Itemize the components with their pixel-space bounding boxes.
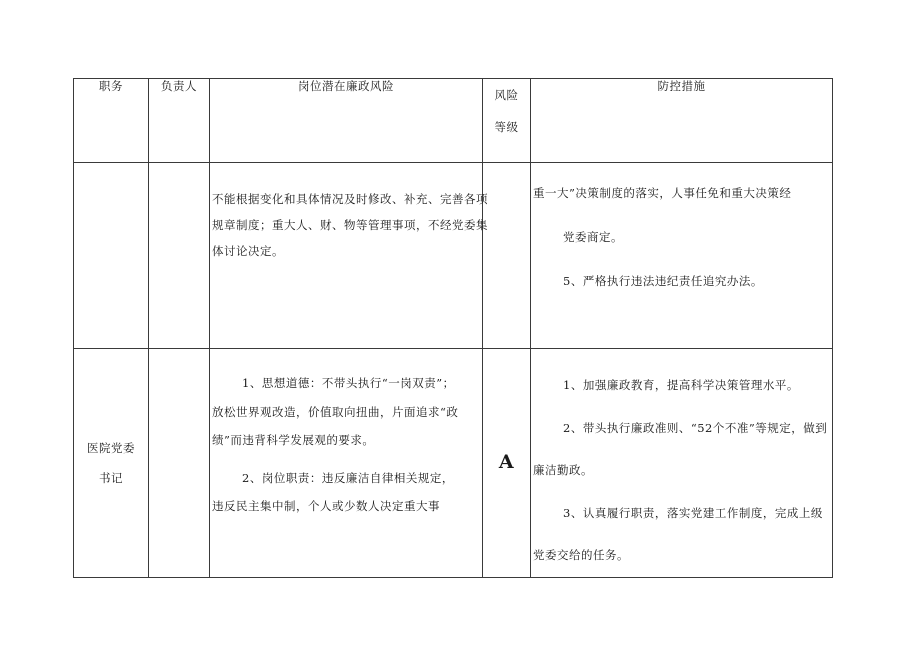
- measure-text-line: 3、认真履行职责，落实党建工作制度，完成上级: [563, 505, 823, 520]
- measures-cell: [531, 163, 833, 349]
- measures-cell: [531, 349, 833, 578]
- person-cell: [149, 163, 210, 349]
- risk-text-line: 体讨论决定。: [212, 244, 284, 258]
- grade-cell: [483, 349, 531, 578]
- measure-text-line: 重一大”决策制度的落实，人事任免和重大决策经: [533, 186, 792, 200]
- table-row: [74, 349, 833, 578]
- table-header-row: [74, 79, 833, 163]
- risk-text-line: 绩”而违背科学发展观的要求。: [212, 433, 375, 447]
- position-line: 书记: [99, 470, 123, 485]
- header-measures: 防控措施: [531, 79, 833, 163]
- risk-cell: [210, 163, 488, 349]
- risk-text-line: 规章制度；重大人、财、物等管理事项，不经党委集: [212, 218, 488, 232]
- person-cell: [149, 349, 210, 578]
- risk-text-line: 违反民主集中制，个人或少数人决定重大事: [212, 499, 440, 513]
- risk-text-line: 2、岗位职责：违反廉洁自律相关规定，: [242, 470, 454, 485]
- risk-text-line: 不能根据变化和具体情况及时修改、补充、完善各项: [212, 192, 488, 206]
- measure-text-line: 5、严格执行违法违纪责任追究办法。: [563, 274, 763, 288]
- measure-text-line: 党委交给的任务。: [533, 548, 629, 562]
- position-cell: [74, 163, 149, 349]
- measure-text-line: 2、带头执行廉政准则、“52个不准”等规定，做到: [563, 420, 828, 435]
- risk-text-line: 1、思想道德：不带头执行“一岗双责”；: [242, 376, 455, 390]
- header-risk-level-line1: 风险: [494, 88, 519, 102]
- grade-cell: [483, 163, 531, 349]
- measure-text-line: 1、加强廉政教育，提高科学决策管理水平。: [563, 378, 799, 392]
- position-line: 医院党委: [87, 440, 135, 455]
- header-risk: 岗位潜在廉政风险: [210, 79, 483, 163]
- risk-cell: [210, 349, 483, 578]
- risk-control-table: [73, 78, 833, 578]
- risk-grade: A: [498, 451, 515, 474]
- measure-text-line: 党委商定。: [563, 230, 623, 244]
- header-risk-level: [483, 79, 531, 163]
- header-position: 职务: [74, 79, 149, 163]
- header-person: 负责人: [149, 79, 210, 163]
- header-risk-level-line2: 等级: [494, 120, 519, 134]
- measure-text-line: 廉洁勤政。: [533, 463, 593, 477]
- position-cell: [74, 349, 149, 578]
- risk-text-line: 放松世界观改造，价值取向扭曲，片面追求“政: [212, 404, 459, 419]
- table-row: [74, 163, 833, 349]
